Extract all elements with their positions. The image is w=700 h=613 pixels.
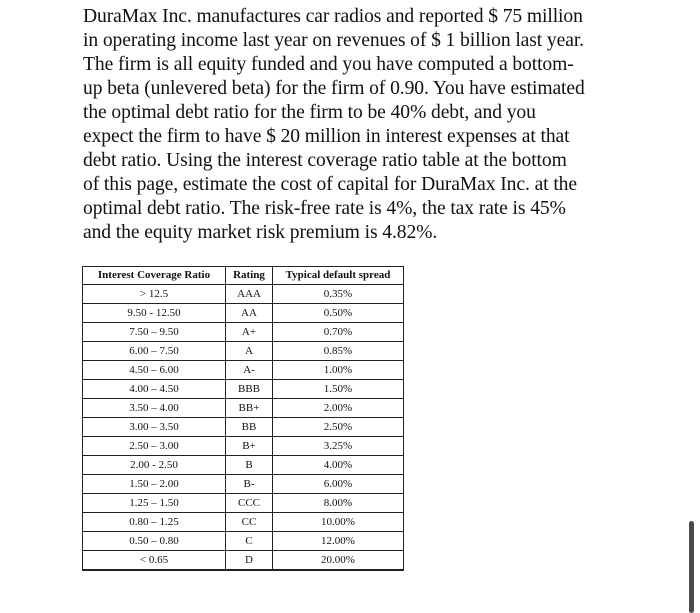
default-spread-cell: 12.00% <box>273 532 404 551</box>
rating-cell: B <box>226 456 273 475</box>
problem-line: in operating income last year on revenues of $ 1 billion last year. <box>83 30 584 51</box>
rating-cell: AA <box>226 304 273 323</box>
rating-cell: D <box>226 551 273 571</box>
default-spread-cell: 0.85% <box>273 342 404 361</box>
default-spread-cell: 0.70% <box>273 323 404 342</box>
default-spread-cell: 3.25% <box>273 437 404 456</box>
table-row <box>83 399 404 418</box>
default-spread-cell: 2.00% <box>273 399 404 418</box>
scrollbar[interactable] <box>689 521 694 613</box>
table-row <box>83 418 404 437</box>
default-spread-cell: 4.00% <box>273 456 404 475</box>
problem-line: The firm is all equity funded and you have computed a bottom- <box>83 54 574 75</box>
rating-cell: A <box>226 342 273 361</box>
rating-cell: B+ <box>226 437 273 456</box>
coverage-ratio-cell: 1.25 – 1.50 <box>83 494 226 513</box>
rating-cell: A- <box>226 361 273 380</box>
coverage-ratio-table <box>82 266 404 571</box>
rating-cell: C <box>226 532 273 551</box>
table-body <box>83 285 404 571</box>
table-row <box>83 361 404 380</box>
problem-line: the optimal debt ratio for the firm to be 40% debt, and you <box>83 102 536 123</box>
header-interest-coverage-ratio: Interest Coverage Ratio <box>83 267 226 285</box>
table-row <box>83 475 404 494</box>
table-row <box>83 456 404 475</box>
coverage-ratio-cell: 2.50 – 3.00 <box>83 437 226 456</box>
rating-cell: BB+ <box>226 399 273 418</box>
default-spread-cell: 0.35% <box>273 285 404 304</box>
default-spread-cell: 8.00% <box>273 494 404 513</box>
coverage-ratio-cell: 3.00 – 3.50 <box>83 418 226 437</box>
coverage-ratio-cell: 3.50 – 4.00 <box>83 399 226 418</box>
rating-cell: BB <box>226 418 273 437</box>
table-row <box>83 323 404 342</box>
rating-cell: B- <box>226 475 273 494</box>
default-spread-cell: 20.00% <box>273 551 404 571</box>
default-spread-cell: 6.00% <box>273 475 404 494</box>
default-spread-cell: 2.50% <box>273 418 404 437</box>
default-spread-cell: 0.50% <box>273 304 404 323</box>
problem-line: of this page, estimate the cost of capital for DuraMax Inc. at the <box>83 174 577 195</box>
rating-cell: BBB <box>226 380 273 399</box>
problem-line: up beta (unlevered beta) for the firm of 0.90. You have estimated <box>83 78 585 99</box>
table-row <box>83 494 404 513</box>
coverage-ratio-cell: 0.80 – 1.25 <box>83 513 226 532</box>
table-row <box>83 380 404 399</box>
table-row <box>83 513 404 532</box>
coverage-ratio-cell: 7.50 – 9.50 <box>83 323 226 342</box>
coverage-ratio-cell: < 0.65 <box>83 551 226 571</box>
coverage-ratio-cell: 4.00 – 4.50 <box>83 380 226 399</box>
header-default-spread: Typical default spread <box>273 267 404 285</box>
rating-cell: A+ <box>226 323 273 342</box>
header-rating: Rating <box>226 267 273 285</box>
problem-line: DuraMax Inc. manufactures car radios and reported $ 75 million <box>83 6 583 27</box>
default-spread-cell: 1.00% <box>273 361 404 380</box>
default-spread-cell: 10.00% <box>273 513 404 532</box>
rating-cell: CC <box>226 513 273 532</box>
rating-cell: CCC <box>226 494 273 513</box>
coverage-ratio-cell: > 12.5 <box>83 285 226 304</box>
coverage-ratio-cell: 1.50 – 2.00 <box>83 475 226 494</box>
coverage-ratio-cell: 6.00 – 7.50 <box>83 342 226 361</box>
coverage-ratio-cell: 9.50 - 12.50 <box>83 304 226 323</box>
rating-cell: AAA <box>226 285 273 304</box>
problem-line: expect the firm to have $ 20 million in interest expenses at that <box>83 126 570 147</box>
coverage-ratio-cell: 0.50 – 0.80 <box>83 532 226 551</box>
coverage-ratio-cell: 2.00 - 2.50 <box>83 456 226 475</box>
table-row <box>83 532 404 551</box>
problem-line: optimal debt ratio. The risk-free rate is 4%, the tax rate is 45% <box>83 198 566 219</box>
table-row <box>83 551 404 571</box>
coverage-ratio-cell: 4.50 – 6.00 <box>83 361 226 380</box>
table-row <box>83 437 404 456</box>
problem-line: and the equity market risk premium is 4.82%. <box>83 222 438 243</box>
table-header-row <box>83 267 404 285</box>
default-spread-cell: 1.50% <box>273 380 404 399</box>
table-row <box>83 285 404 304</box>
table-row <box>83 342 404 361</box>
table-row <box>83 304 404 323</box>
problem-statement <box>83 5 628 245</box>
problem-line: debt ratio. Using the interest coverage ratio table at the bottom <box>83 150 567 171</box>
